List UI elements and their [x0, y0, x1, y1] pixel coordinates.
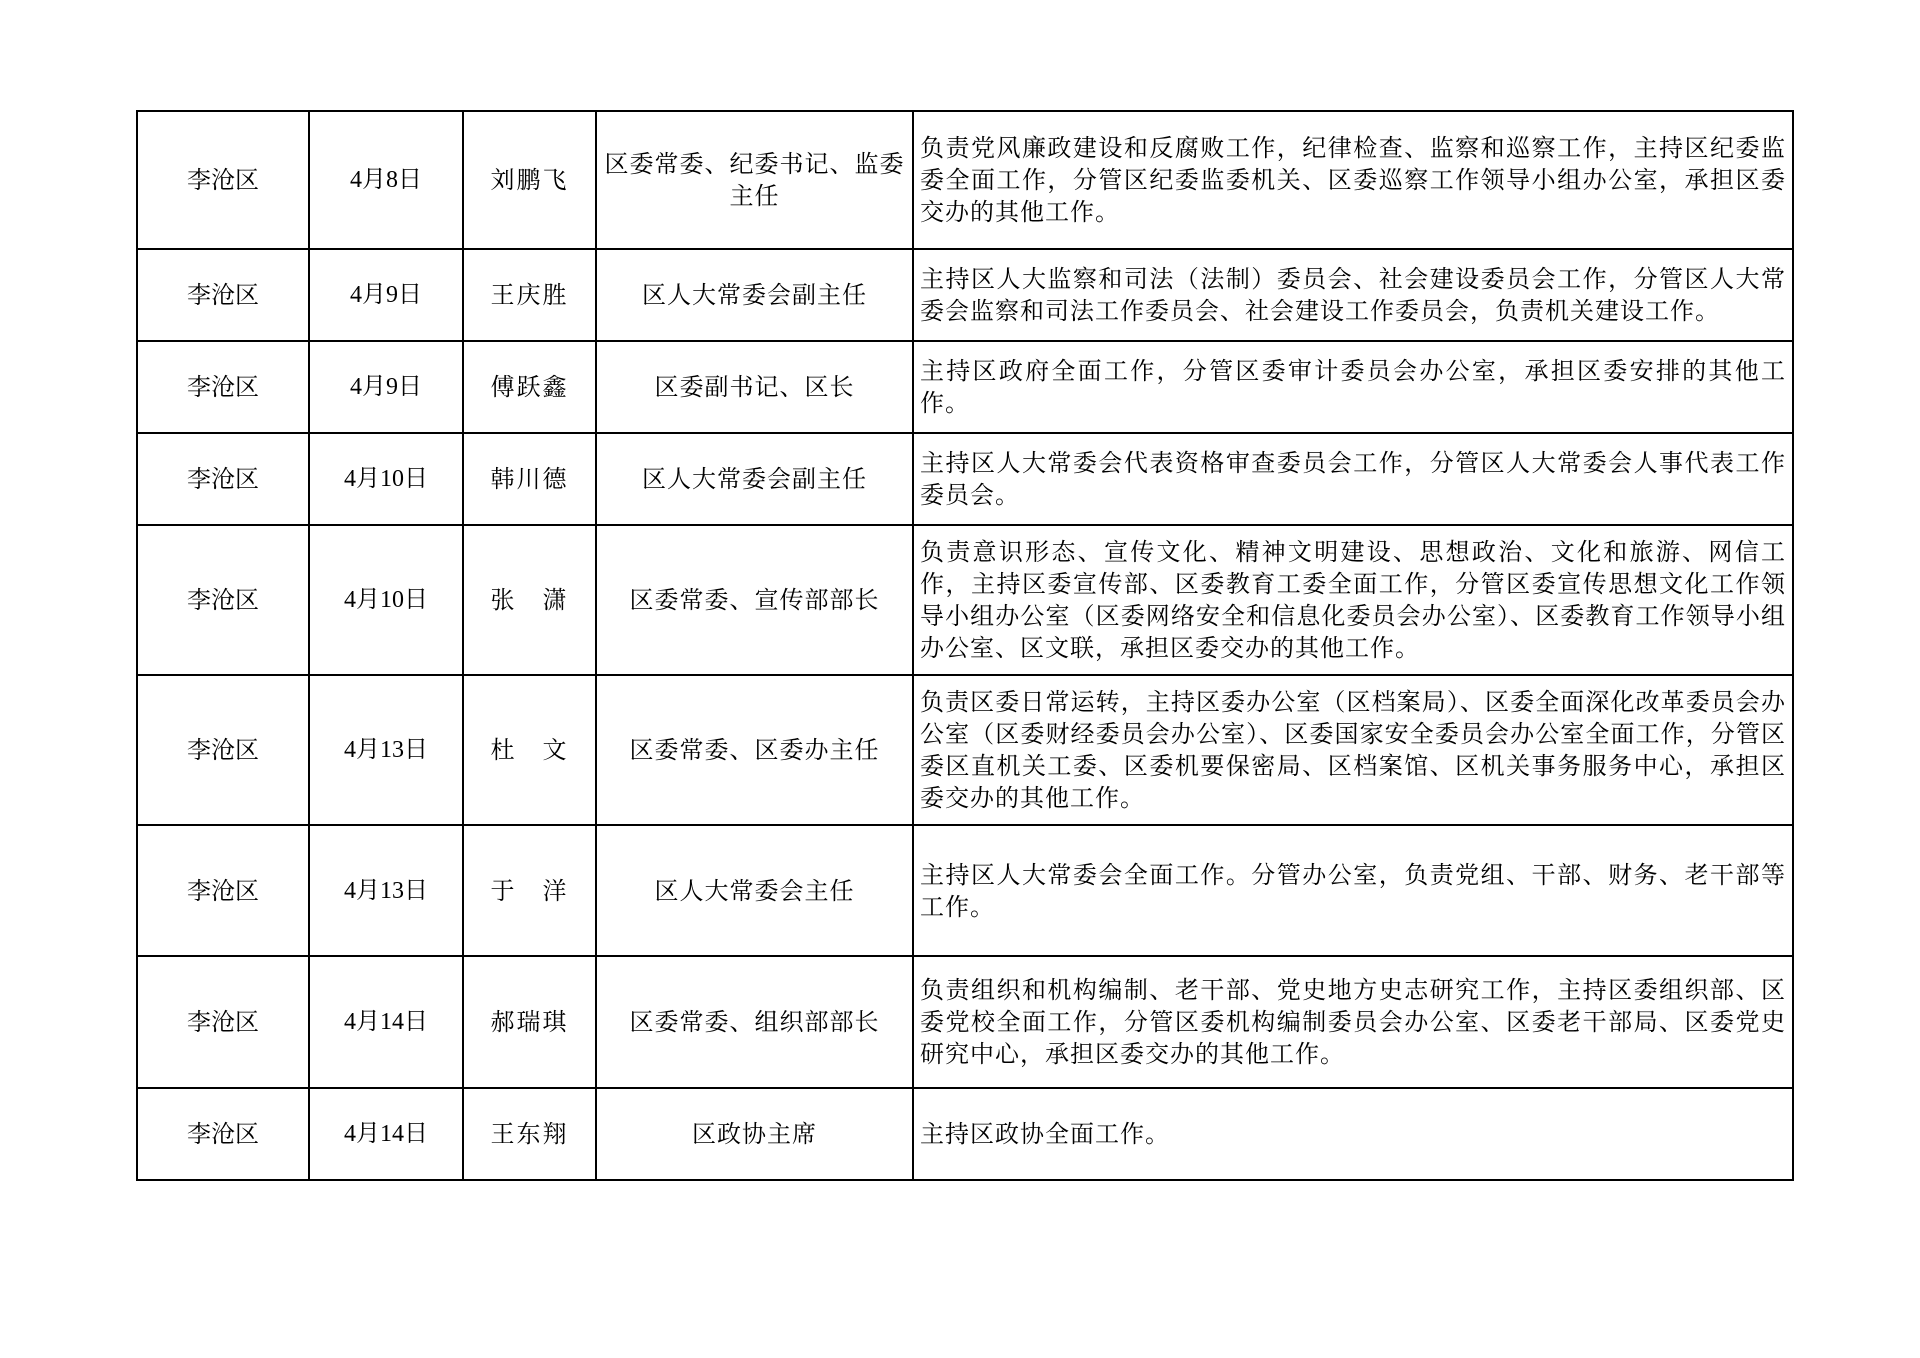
- table-row: [137, 111, 1793, 249]
- position-cell: 区政协主席: [596, 1088, 913, 1180]
- district-cell: 李沧区: [137, 249, 309, 341]
- name-cell: 于 洋: [463, 825, 596, 956]
- date-cell: 4月9日: [309, 341, 463, 433]
- name-cell: 韩川德: [463, 433, 596, 525]
- district-cell: 李沧区: [137, 675, 309, 825]
- table-row: [137, 341, 1793, 433]
- name-cell: 刘鹏飞: [463, 111, 596, 249]
- position-cell: 区委常委、组织部部长: [596, 956, 913, 1088]
- duties-cell: 主持区政协全面工作。: [913, 1088, 1793, 1180]
- position-cell: 区委常委、区委办主任: [596, 675, 913, 825]
- name-cell: 郝瑞琪: [463, 956, 596, 1088]
- date-cell: 4月13日: [309, 675, 463, 825]
- table-row: [137, 825, 1793, 956]
- table-row: [137, 956, 1793, 1088]
- district-cell: 李沧区: [137, 341, 309, 433]
- position-cell: 区人大常委会副主任: [596, 249, 913, 341]
- duties-cell: 负责组织和机构编制、老干部、党史地方史志研究工作，主持区委组织部、区委党校全面工作，分管区委机构编制委员会办公室、区委老干部局、区委党史研究中心，承担区委交办的其他工作。: [913, 956, 1793, 1088]
- position-cell: 区人大常委会副主任: [596, 433, 913, 525]
- table-row: [137, 249, 1793, 341]
- table-row: [137, 1088, 1793, 1180]
- date-cell: 4月14日: [309, 956, 463, 1088]
- date-cell: 4月10日: [309, 525, 463, 675]
- position-cell: 区委常委、宣传部部长: [596, 525, 913, 675]
- duties-cell: 主持区人大常委会代表资格审查委员会工作，分管区人大常委会人事代表工作委员会。: [913, 433, 1793, 525]
- duties-cell: 负责区委日常运转，主持区委办公室（区档案局）、区委全面深化改革委员会办公室（区委财经委员会办公室）、区委国家安全委员会办公室全面工作，分管区委区直机关工委、区委机要保密局、区档案馆、区机关事务服务中心，承担区委交办的其他工作。: [913, 675, 1793, 825]
- date-cell: 4月14日: [309, 1088, 463, 1180]
- position-cell: 区人大常委会主任: [596, 825, 913, 956]
- district-cell: 李沧区: [137, 433, 309, 525]
- table-row: [137, 433, 1793, 525]
- date-cell: 4月13日: [309, 825, 463, 956]
- position-cell: 区委副书记、区长: [596, 341, 913, 433]
- date-cell: 4月10日: [309, 433, 463, 525]
- district-cell: 李沧区: [137, 525, 309, 675]
- name-cell: 傅跃鑫: [463, 341, 596, 433]
- leader-schedule-table: [136, 110, 1794, 1181]
- name-cell: 王东翔: [463, 1088, 596, 1180]
- district-cell: 李沧区: [137, 111, 309, 249]
- duties-cell: 负责意识形态、宣传文化、精神文明建设、思想政治、文化和旅游、网信工作，主持区委宣传部、区委教育工委全面工作，分管区委宣传思想文化工作领导小组办公室（区委网络安全和信息化委员会办公室）、区委教育工作领导小组办公室、区文联，承担区委交办的其他工作。: [913, 525, 1793, 675]
- name-cell: 王庆胜: [463, 249, 596, 341]
- position-cell: 区委常委、纪委书记、监委主任: [596, 111, 913, 249]
- duties-cell: 主持区人大监察和司法（法制）委员会、社会建设委员会工作，分管区人大常委会监察和司法工作委员会、社会建设工作委员会，负责机关建设工作。: [913, 249, 1793, 341]
- duties-cell: 主持区人大常委会全面工作。分管办公室，负责党组、干部、财务、老干部等工作。: [913, 825, 1793, 956]
- table-row: [137, 675, 1793, 825]
- district-cell: 李沧区: [137, 825, 309, 956]
- name-cell: 杜 文: [463, 675, 596, 825]
- date-cell: 4月8日: [309, 111, 463, 249]
- duties-cell: 负责党风廉政建设和反腐败工作，纪律检查、监察和巡察工作，主持区纪委监委全面工作，分管区纪委监委机关、区委巡察工作领导小组办公室，承担区委交办的其他工作。: [913, 111, 1793, 249]
- district-cell: 李沧区: [137, 1088, 309, 1180]
- name-cell: 张 潇: [463, 525, 596, 675]
- table-row: [137, 525, 1793, 675]
- district-cell: 李沧区: [137, 956, 309, 1088]
- date-cell: 4月9日: [309, 249, 463, 341]
- duties-cell: 主持区政府全面工作，分管区委审计委员会办公室，承担区委安排的其他工作。: [913, 341, 1793, 433]
